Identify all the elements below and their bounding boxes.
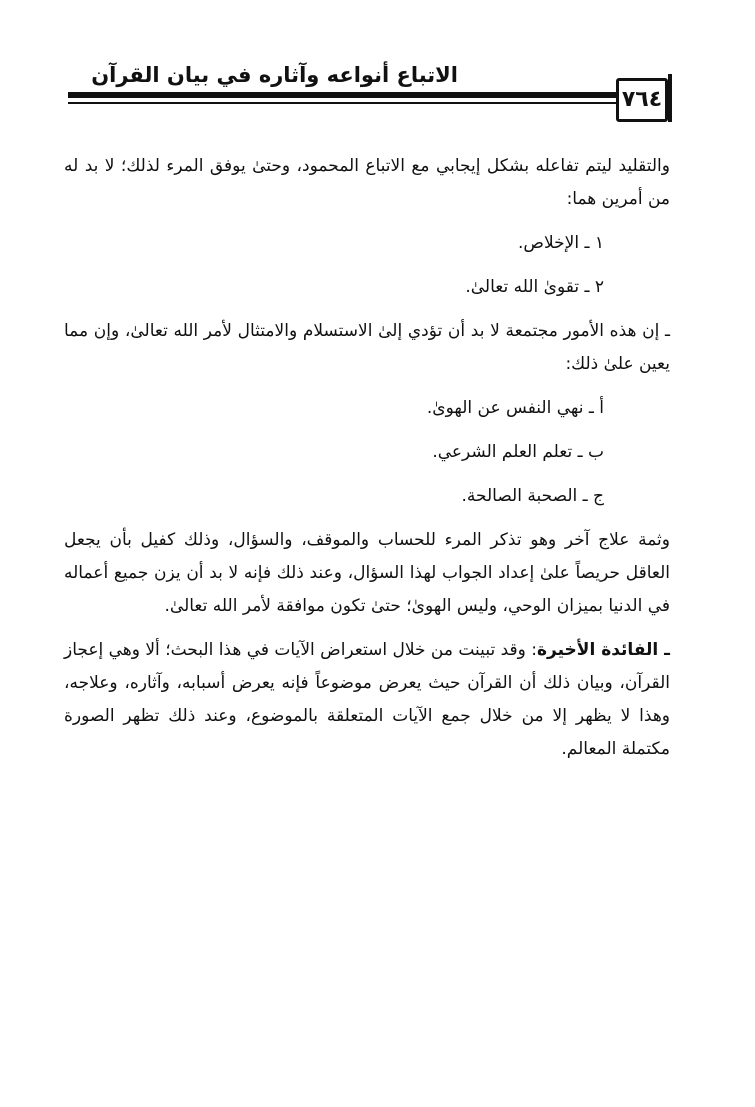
header-rule-thick [68, 92, 616, 98]
list-item-2: ٢ ـ تقوىٰ الله تعالىٰ. [465, 277, 604, 297]
page-header [62, 58, 668, 128]
paragraph-1: والتقليد ليتم تفاعله بشكل إيجابي مع الاتباع المحمود، وحتىٰ يوفق المرء لذلك؛ لا بد له من أمرين هما: [64, 156, 670, 209]
paragraph-4 [64, 634, 670, 766]
paragraph-4-lead: ـ الفائدة الأخيرة [536, 640, 670, 660]
list-item-1: ١ ـ الإخلاص. [518, 233, 604, 253]
running-title: الاتباع أنواعه وآثاره في بيان القرآن [91, 63, 458, 87]
list-item-a: أ ـ نهي النفس عن الهوىٰ. [426, 398, 604, 418]
paragraph-2: ـ إن هذه الأمور مجتمعة لا بد أن تؤدي إلىٰ الاستسلام والامتثال لأمر الله تعالىٰ، وإن مما يعين علىٰ ذلك: [64, 321, 670, 374]
list-item-c: ج ـ الصحبة الصالحة. [461, 486, 604, 506]
paragraph-3: وثمة علاج آخر وهو تذكر المرء للحساب والموقف، والسؤال، وذلك كفيل بأن يجعل العاقل حريصاً علىٰ إعداد الجواب لهذا السؤال، وعند ذلك فإنه لا بد أن يزن جميع أعماله في الدنيا بميزان الوحي، وليس الهوىٰ؛ حتىٰ تكون موافقة لأمر الله تعالىٰ. [64, 530, 670, 616]
page-number-box-shadow [668, 74, 672, 122]
list-item-b: ب ـ تعلم العلم الشرعي. [432, 442, 604, 462]
page-number: ٧٦٤ [621, 87, 663, 112]
body-text [64, 150, 670, 777]
paragraph-4-text: : وقد تبينت من خلال استعراض الآيات في هذا البحث؛ ألا وهي إعجاز القرآن، وبيان ذلك أن القرآن حيث يعرض موضوعاً فإنه يعرض أسبابه، وآثاره، وعلاجه، وهذا لا يظهر إلا من خلال جمع الآيات المتعلقة بالموضوع، وعند ذلك تظهر الصورة مكتملة المعالم. [63, 640, 670, 759]
header-rule-thin [68, 102, 616, 104]
page-number-box [616, 78, 668, 122]
